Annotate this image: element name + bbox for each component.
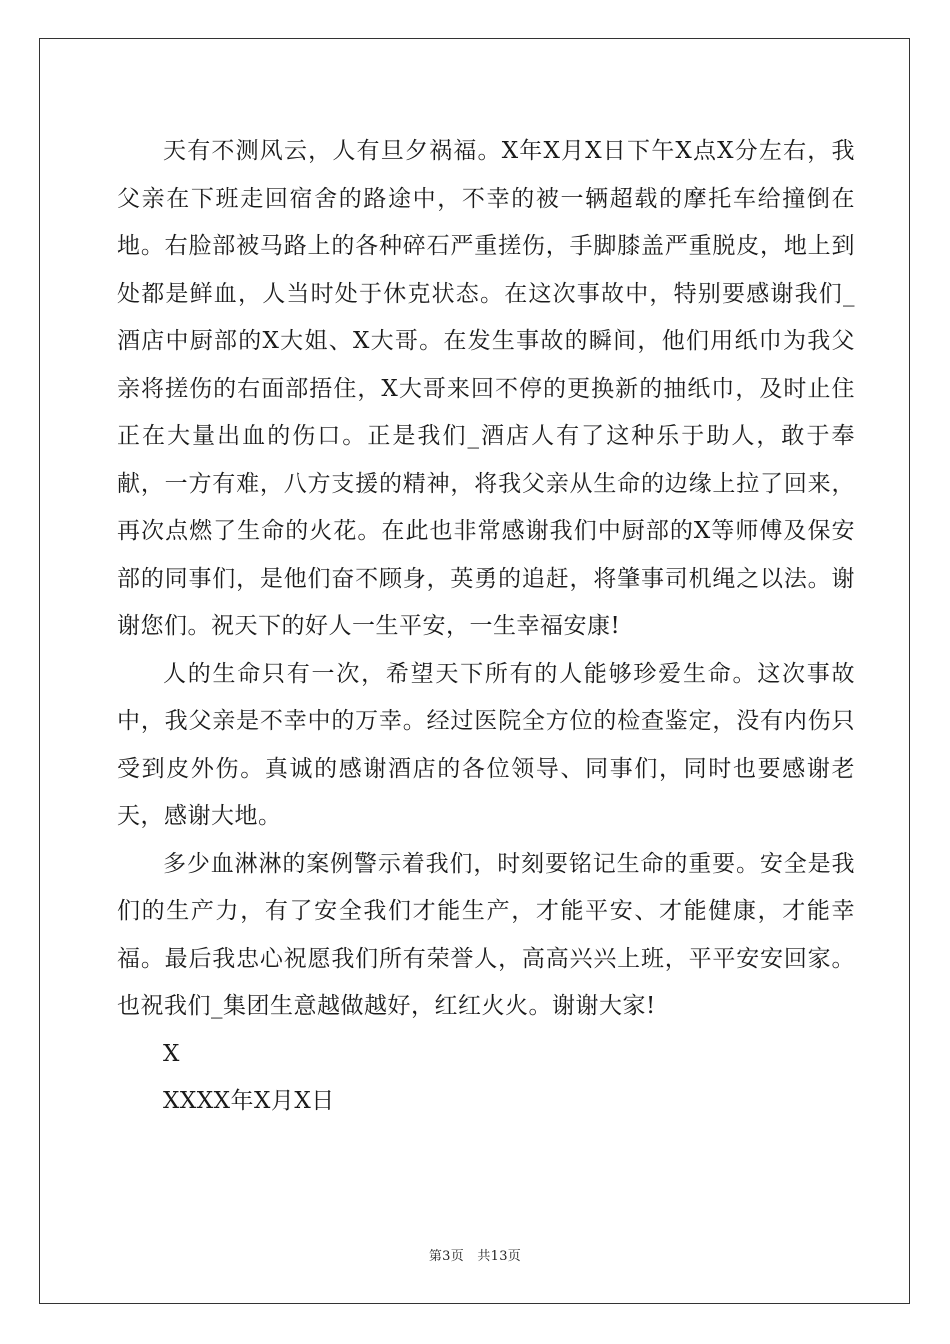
signature: X [163, 1040, 180, 1067]
total-pages: 共13页 [477, 1249, 522, 1264]
paragraph-3: 多少血淋淋的案例警示着我们，时刻要铭记生命的重要。安全是我们的生产力，有了安全我们才能生产，才能平安、才能健康，才能幸福。最后我忠心祝愿我们所有荣誉人，高高兴兴上班，平平安安回家。也祝我们_集团生意越做越好，红红火火。谢谢大家! [117, 850, 855, 1019]
paragraph-2: 人的生命只有一次，希望天下所有的人能够珍爱生命。这次事故中，我父亲是不幸中的万幸。经过医院全方位的检查鉴定，没有内伤只受到皮外伤。真诚的感谢酒店的各位领导、同事们，同时也要感谢老天，感谢大地。 [117, 660, 855, 829]
page-number: 第3页 [428, 1249, 465, 1264]
date-line: XXXX年X月X日 [163, 1088, 335, 1114]
document-body [117, 128, 855, 1126]
paragraph-1: 天有不测风云，人有旦夕祸福。X年X月X日下午X点X分左右，我父亲在下班走回宿舍的路途中，不幸的被一辆超载的摩托车给撞倒在地。右脸部被马路上的各种碎石严重搓伤，手脚膝盖严重脱皮，地上到处都是鲜血，人当时处于休克状态。在这次事故中，特别要感谢我们_酒店中厨部的X大姐、X大哥。在发生事故的瞬间，他们用纸巾为我父亲将搓伤的右面部捂住，X大哥来回不停的更换新的抽纸巾，及时止住正在大量出血的伤口。正是我们_酒店人有了这种乐于助人，敢于奉献，一方有难，八方支援的精神，将我父亲从生命的边缘上拉了回来，再次点燃了生命的火花。在此也非常感谢我们中厨部的X等师傅及保安部的同事们，是他们奋不顾身，英勇的追赶，将肇事司机绳之以法。谢谢您们。祝天下的好人一生平安，一生幸福安康! [117, 138, 855, 639]
page-footer [0, 1247, 950, 1267]
